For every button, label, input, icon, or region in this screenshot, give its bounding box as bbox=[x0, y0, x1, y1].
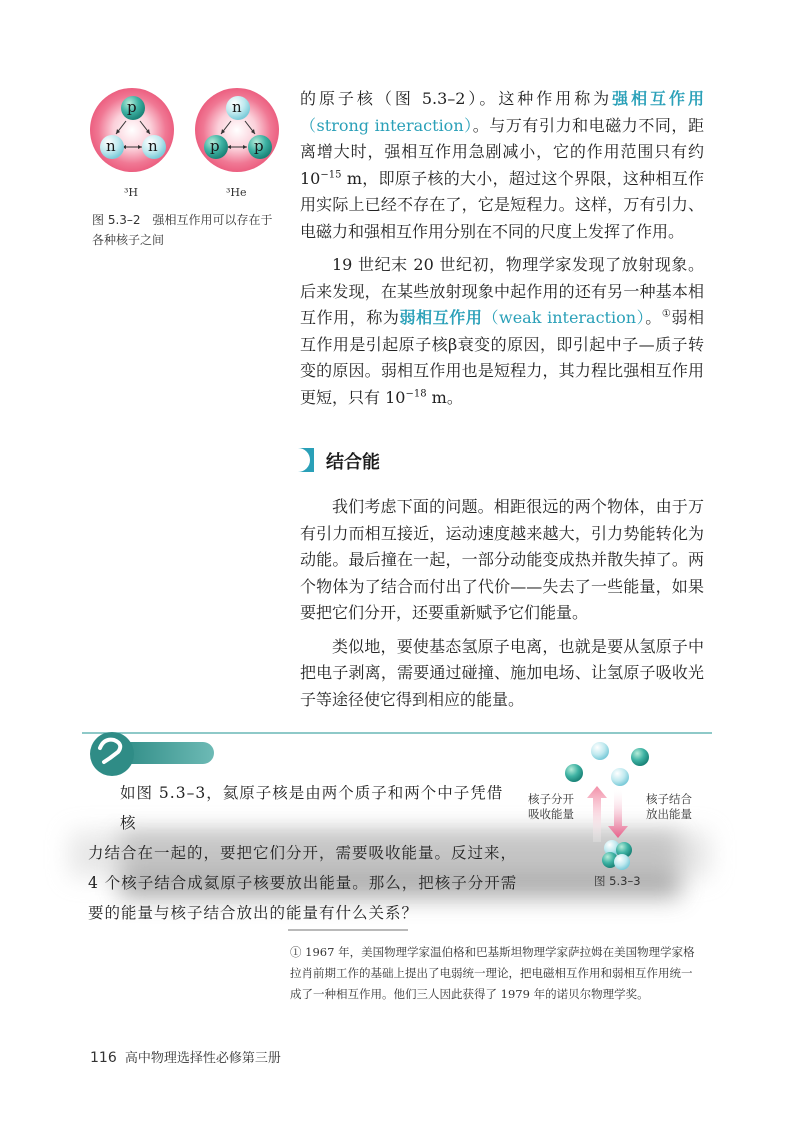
caption-h3: ³H bbox=[124, 186, 139, 199]
think-line: 力结合在一起的，要把它们分开，需要吸收能量。反过来， bbox=[88, 844, 518, 862]
nucleon-label-n: n bbox=[106, 137, 116, 155]
paragraph-hydrogen-ionization: 类似地，要使基态氢原子电离，也就是要从氢原子中把电子剥离，需要通过碰撞、施加电场、让氢原子吸收光子等途径使它得到相应的能量。 bbox=[300, 636, 704, 709]
nucleon-label-n: n bbox=[232, 98, 242, 116]
footnote-line: 拉肖前期工作的基础上提出了电弱统一理论，把电磁相互作用和弱相互作用统一 bbox=[290, 966, 693, 980]
nucleon-ball bbox=[631, 748, 649, 766]
caption-line: 各种核子之间 bbox=[92, 233, 165, 247]
nucleon-ball bbox=[611, 768, 629, 786]
think-line: 如图 5.3–3，氦原子核是由两个质子和两个中子凭借核 bbox=[120, 784, 504, 832]
footnote-line: ① 1967 年，美国物理学家温伯格和巴基斯坦物理学家萨拉姆在美国物理学家格 bbox=[290, 945, 695, 959]
nucleon-ball bbox=[565, 764, 583, 782]
paragraph-gravity-analogy: 我们考虑下面的问题。相距很远的两个物体，由于万有引力而相互接近，运动速度越来越大，引力势能转化为动能。最后撞在一起，一部分动能变成热并散失掉了。两个物体为了结合而付出了代价——失去了一些能量，如果要把它们分开，还要重新赋予它们能量。 bbox=[300, 497, 704, 622]
nucleon-label-p: p bbox=[127, 98, 137, 116]
footnote bbox=[290, 942, 710, 1005]
up-arrow bbox=[587, 786, 607, 842]
nucleon-ball bbox=[591, 742, 609, 760]
think-line: 要的能量与核子结合放出的能量有什么关系？ bbox=[88, 904, 419, 922]
nucleon-label-p: p bbox=[210, 137, 220, 155]
section-title: 结合能 bbox=[326, 452, 380, 473]
down-arrow bbox=[608, 790, 628, 838]
page-number: 116 bbox=[90, 1050, 117, 1066]
label-separate: 核子分开 吸收能量 bbox=[528, 792, 574, 821]
book-title: 高中物理选择性必修第三册 bbox=[124, 1051, 281, 1066]
nucleon-label-n: n bbox=[148, 137, 158, 155]
paragraph-strong-interaction: 的原子核（图 5.3–2）。这种作用称为强相互作用（strong interaction）。与万有引力和电磁力不同，距离增大时，强相互作用急剧减小，它的作用范围只有约 $10^{-15}$ m，即原子核的大小，超过这个界限，这种相互作用实际上已经不存在了，它是短程力。这样，万有引力、电磁力和强相互作用分别在不同的尺度上发挥了作用。 bbox=[300, 89, 704, 241]
paragraph-weak-interaction: 19 世纪末 20 世纪初，物理学家发现了放射现象。后来发现，在某些放射现象中起作用的还有另一种基本相互作用，称为弱相互作用（weak interaction）。①弱相互作用是引起原子核β衰变的原因，即引起中子—质子转变的原因。弱相互作用也是短程力，其力程比强相互作用更短，只有 $10^{-18}$ m。 bbox=[300, 255, 704, 407]
think-line: 4 个核子结合成氦原子核要放出能量。那么，把核子分开需 bbox=[88, 874, 518, 892]
caption-line: 图 5.3–2 强相互作用可以存在于 bbox=[92, 213, 273, 227]
caption-he3: ³He bbox=[226, 186, 247, 199]
footnote-line: 成了一种相互作用。他们三人因此获得了 1979 年的诺贝尔物理学奖。 bbox=[290, 987, 649, 1001]
nucleon-label-p: p bbox=[254, 137, 264, 155]
page-footer bbox=[90, 1047, 281, 1066]
label-combine: 核子结合 放出能量 bbox=[646, 792, 692, 821]
figure-caption-533: 图 5.3–3 bbox=[594, 874, 641, 888]
